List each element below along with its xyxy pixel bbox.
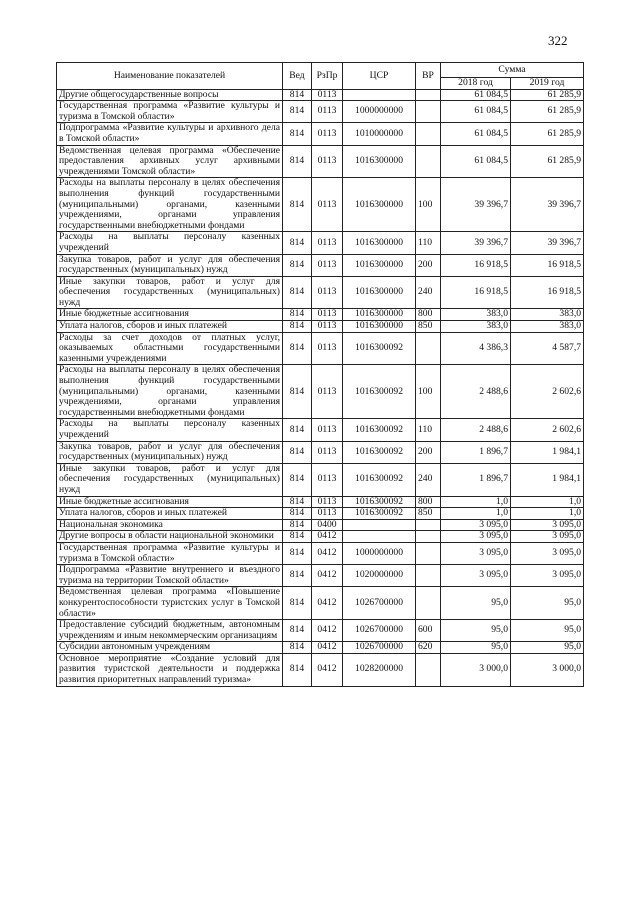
cell-name: Расходы на выплаты персоналу казенных учреждений — [57, 419, 283, 441]
cell-csr: 1016300000 — [343, 254, 416, 276]
cell-csr: 1016300092 — [343, 365, 416, 419]
cell-csr — [343, 531, 416, 543]
cell-ved: 814 — [283, 565, 312, 587]
cell-csr: 1026700000 — [343, 620, 416, 642]
table-row — [57, 89, 584, 101]
table-row — [57, 587, 584, 620]
cell-vr — [416, 101, 441, 123]
table-row — [57, 653, 584, 686]
cell-rzpr: 0113 — [312, 178, 343, 232]
header-ved: Вед — [283, 63, 312, 90]
cell-csr: 1028200000 — [343, 653, 416, 686]
cell-rzpr: 0113 — [312, 321, 343, 333]
table-row — [57, 232, 584, 254]
budget-table — [56, 62, 584, 687]
cell-2019: 1,0 — [511, 508, 584, 520]
cell-csr: 1016300000 — [343, 145, 416, 178]
cell-2018: 383,0 — [441, 309, 511, 321]
cell-vr: 110 — [416, 419, 441, 441]
table-row — [57, 508, 584, 520]
cell-ved: 814 — [283, 620, 312, 642]
cell-vr: 620 — [416, 642, 441, 654]
cell-2019: 61 285,9 — [511, 123, 584, 145]
cell-rzpr: 0412 — [312, 642, 343, 654]
cell-name: Расходы за счет доходов от платных услуг, оказываемых областными государственными казенными учреждениями — [57, 332, 283, 365]
cell-ved: 814 — [283, 321, 312, 333]
cell-rzpr: 0113 — [312, 232, 343, 254]
cell-csr: 1026700000 — [343, 642, 416, 654]
cell-csr — [343, 519, 416, 531]
cell-name: Государственная программа «Развитие культуры и туризма в Томской области» — [57, 542, 283, 564]
table-row — [57, 519, 584, 531]
table-row — [57, 496, 584, 508]
cell-name: Закупка товаров, работ и услуг для обеспечения государственных (муниципальных) нужд — [57, 441, 283, 463]
cell-csr: 1016300092 — [343, 419, 416, 441]
cell-ved: 814 — [283, 89, 312, 101]
cell-rzpr: 0113 — [312, 145, 343, 178]
cell-vr: 600 — [416, 620, 441, 642]
cell-name: Иные бюджетные ассигнования — [57, 496, 283, 508]
cell-ved: 814 — [283, 419, 312, 441]
cell-name: Основное мероприятие «Создание условий для развития туристской деятельности и поддержка развития приоритетных направлений туризма» — [57, 653, 283, 686]
cell-2018: 39 396,7 — [441, 178, 511, 232]
cell-name: Другие общегосударственные вопросы — [57, 89, 283, 101]
cell-2018: 61 084,5 — [441, 123, 511, 145]
cell-2019: 95,0 — [511, 642, 584, 654]
cell-2018: 95,0 — [441, 587, 511, 620]
cell-ved: 814 — [283, 276, 312, 309]
cell-2019: 3 095,0 — [511, 565, 584, 587]
cell-csr: 1010000000 — [343, 123, 416, 145]
table-row — [57, 365, 584, 419]
table-row — [57, 419, 584, 441]
cell-vr — [416, 145, 441, 178]
cell-vr: 240 — [416, 463, 441, 496]
cell-2018: 1,0 — [441, 508, 511, 520]
cell-rzpr: 0412 — [312, 542, 343, 564]
cell-2018: 61 084,5 — [441, 89, 511, 101]
cell-vr — [416, 542, 441, 564]
cell-rzpr: 0113 — [312, 508, 343, 520]
cell-2018: 61 084,5 — [441, 101, 511, 123]
cell-rzpr: 0113 — [312, 419, 343, 441]
table-row — [57, 531, 584, 543]
cell-name: Государственная программа «Развитие культуры и туризма в Томской области» — [57, 101, 283, 123]
cell-2018: 3 095,0 — [441, 531, 511, 543]
cell-ved: 814 — [283, 653, 312, 686]
table-row — [57, 441, 584, 463]
cell-rzpr: 0412 — [312, 531, 343, 543]
cell-name: Расходы на выплаты персоналу в целях обеспечения выполнения функций государственными (муниципальными) органами, казенными учреждениями, органами управления государственными внебюджетными фондами — [57, 178, 283, 232]
cell-rzpr: 0400 — [312, 519, 343, 531]
cell-2019: 1 984,1 — [511, 441, 584, 463]
cell-2018: 3 095,0 — [441, 519, 511, 531]
cell-name: Уплата налогов, сборов и иных платежей — [57, 508, 283, 520]
cell-2019: 3 095,0 — [511, 531, 584, 543]
table-row — [57, 542, 584, 564]
cell-name: Иные закупки товаров, работ и услуг для обеспечения государственных (муниципальных) нужд — [57, 463, 283, 496]
cell-2019: 4 587,7 — [511, 332, 584, 365]
cell-2019: 1,0 — [511, 496, 584, 508]
cell-vr — [416, 123, 441, 145]
cell-name: Ведомственная целевая программа «Повышение конкурентоспособности туристских услуг в Томской области» — [57, 587, 283, 620]
cell-csr: 1016300000 — [343, 232, 416, 254]
cell-name: Уплата налогов, сборов и иных платежей — [57, 321, 283, 333]
cell-name: Предоставление субсидий бюджетным, автономным учреждениям и иным некоммерческим организациям — [57, 620, 283, 642]
cell-vr — [416, 519, 441, 531]
cell-rzpr: 0113 — [312, 463, 343, 496]
table-row — [57, 123, 584, 145]
cell-name: Подпрограмма «Развитие культуры и архивного дела в Томской области» — [57, 123, 283, 145]
cell-2018: 3 000,0 — [441, 653, 511, 686]
cell-rzpr: 0113 — [312, 309, 343, 321]
cell-rzpr: 0113 — [312, 254, 343, 276]
cell-ved: 814 — [283, 519, 312, 531]
cell-vr: 100 — [416, 365, 441, 419]
table-row — [57, 309, 584, 321]
cell-ved: 814 — [283, 101, 312, 123]
cell-ved: 814 — [283, 178, 312, 232]
cell-2019: 61 285,9 — [511, 89, 584, 101]
cell-csr — [343, 89, 416, 101]
cell-2018: 95,0 — [441, 620, 511, 642]
cell-2018: 39 396,7 — [441, 232, 511, 254]
cell-2018: 383,0 — [441, 321, 511, 333]
table-row — [57, 178, 584, 232]
cell-vr: 240 — [416, 276, 441, 309]
cell-csr: 1016300092 — [343, 463, 416, 496]
cell-2019: 16 918,5 — [511, 254, 584, 276]
cell-ved: 814 — [283, 254, 312, 276]
table-row — [57, 254, 584, 276]
cell-name: Другие вопросы в области национальной экономики — [57, 531, 283, 543]
table-row — [57, 642, 584, 654]
cell-csr: 1016300092 — [343, 496, 416, 508]
cell-name: Закупка товаров, работ и услуг для обеспечения государственных (муниципальных) нужд — [57, 254, 283, 276]
cell-ved: 814 — [283, 365, 312, 419]
cell-vr: 110 — [416, 232, 441, 254]
table-row — [57, 463, 584, 496]
cell-vr: 850 — [416, 321, 441, 333]
cell-vr: 800 — [416, 496, 441, 508]
table-row — [57, 145, 584, 178]
table-body — [57, 89, 584, 686]
cell-2018: 3 095,0 — [441, 542, 511, 564]
cell-vr: 200 — [416, 441, 441, 463]
cell-2019: 16 918,5 — [511, 276, 584, 309]
cell-2018: 1 896,7 — [441, 441, 511, 463]
header-sum: Сумма — [441, 63, 584, 78]
cell-2019: 95,0 — [511, 587, 584, 620]
cell-2018: 1,0 — [441, 496, 511, 508]
cell-name: Субсидии автономным учреждениям — [57, 642, 283, 654]
cell-2019: 383,0 — [511, 309, 584, 321]
cell-2019: 61 285,9 — [511, 101, 584, 123]
cell-rzpr: 0113 — [312, 101, 343, 123]
cell-2019: 39 396,7 — [511, 232, 584, 254]
cell-vr: 850 — [416, 508, 441, 520]
cell-ved: 814 — [283, 145, 312, 178]
table-row — [57, 101, 584, 123]
page-number: 322 — [548, 33, 568, 48]
cell-csr: 1020000000 — [343, 565, 416, 587]
header-year-2018: 2018 год — [441, 78, 511, 90]
cell-2018: 4 386,3 — [441, 332, 511, 365]
cell-name: Подпрограмма «Развитие внутреннего и въездного туризма на территории Томской области» — [57, 565, 283, 587]
cell-2018: 3 095,0 — [441, 565, 511, 587]
cell-name: Иные закупки товаров, работ и услуг для обеспечения государственных (муниципальных) нужд — [57, 276, 283, 309]
cell-2018: 2 488,6 — [441, 419, 511, 441]
cell-rzpr: 0412 — [312, 587, 343, 620]
cell-vr — [416, 531, 441, 543]
cell-vr: 200 — [416, 254, 441, 276]
cell-ved: 814 — [283, 441, 312, 463]
cell-2019: 3 095,0 — [511, 542, 584, 564]
cell-csr: 1016300000 — [343, 276, 416, 309]
cell-vr — [416, 653, 441, 686]
cell-vr: 100 — [416, 178, 441, 232]
cell-name: Расходы на выплаты персоналу казенных учреждений — [57, 232, 283, 254]
cell-ved: 814 — [283, 542, 312, 564]
cell-csr: 1016300092 — [343, 441, 416, 463]
cell-csr: 1016300000 — [343, 309, 416, 321]
cell-name: Расходы на выплаты персоналу в целях обеспечения выполнения функций государственными (муниципальными) органами, казенными учреждениями, органами управления государственными внебюджетными фондами — [57, 365, 283, 419]
cell-ved: 814 — [283, 496, 312, 508]
cell-vr: 800 — [416, 309, 441, 321]
cell-2019: 2 602,6 — [511, 365, 584, 419]
header-name: Наименование показателей — [57, 63, 283, 90]
cell-2019: 3 000,0 — [511, 653, 584, 686]
cell-vr — [416, 587, 441, 620]
cell-ved: 814 — [283, 531, 312, 543]
cell-csr: 1016300092 — [343, 508, 416, 520]
cell-ved: 814 — [283, 123, 312, 145]
cell-rzpr: 0113 — [312, 441, 343, 463]
header-year-2019: 2019 год — [511, 78, 584, 90]
cell-2019: 383,0 — [511, 321, 584, 333]
cell-2018: 95,0 — [441, 642, 511, 654]
cell-ved: 814 — [283, 309, 312, 321]
cell-rzpr: 0412 — [312, 565, 343, 587]
cell-name: Иные бюджетные ассигнования — [57, 309, 283, 321]
cell-csr: 1000000000 — [343, 101, 416, 123]
cell-ved: 814 — [283, 463, 312, 496]
cell-vr — [416, 89, 441, 101]
table-row — [57, 620, 584, 642]
header-rzpr: РзПр — [312, 63, 343, 90]
cell-name: Ведомственная целевая программа «Обеспечение предоставления архивных услуг архивными учреждениями Томской области» — [57, 145, 283, 178]
cell-2018: 1 896,7 — [441, 463, 511, 496]
cell-name: Национальная экономика — [57, 519, 283, 531]
cell-2018: 2 488,6 — [441, 365, 511, 419]
cell-ved: 814 — [283, 642, 312, 654]
cell-vr — [416, 565, 441, 587]
cell-csr: 1016300000 — [343, 321, 416, 333]
cell-csr: 1016300000 — [343, 178, 416, 232]
cell-rzpr: 0412 — [312, 620, 343, 642]
cell-ved: 814 — [283, 508, 312, 520]
cell-rzpr: 0412 — [312, 653, 343, 686]
cell-2018: 61 084,5 — [441, 145, 511, 178]
cell-2019: 3 095,0 — [511, 519, 584, 531]
cell-rzpr: 0113 — [312, 332, 343, 365]
cell-rzpr: 0113 — [312, 89, 343, 101]
cell-ved: 814 — [283, 232, 312, 254]
table-row — [57, 332, 584, 365]
cell-2019: 1 984,1 — [511, 463, 584, 496]
cell-2018: 16 918,5 — [441, 276, 511, 309]
cell-csr: 1000000000 — [343, 542, 416, 564]
cell-rzpr: 0113 — [312, 365, 343, 419]
header-vr: ВР — [416, 63, 441, 90]
cell-2019: 95,0 — [511, 620, 584, 642]
cell-rzpr: 0113 — [312, 496, 343, 508]
cell-2018: 16 918,5 — [441, 254, 511, 276]
cell-2019: 39 396,7 — [511, 178, 584, 232]
cell-2019: 2 602,6 — [511, 419, 584, 441]
cell-csr: 1016300092 — [343, 332, 416, 365]
cell-vr — [416, 332, 441, 365]
cell-ved: 814 — [283, 587, 312, 620]
cell-rzpr: 0113 — [312, 123, 343, 145]
table-row — [57, 565, 584, 587]
table-row — [57, 321, 584, 333]
cell-rzpr: 0113 — [312, 276, 343, 309]
header-csr: ЦСР — [343, 63, 416, 90]
cell-2019: 61 285,9 — [511, 145, 584, 178]
table-row — [57, 276, 584, 309]
cell-ved: 814 — [283, 332, 312, 365]
cell-csr: 1026700000 — [343, 587, 416, 620]
